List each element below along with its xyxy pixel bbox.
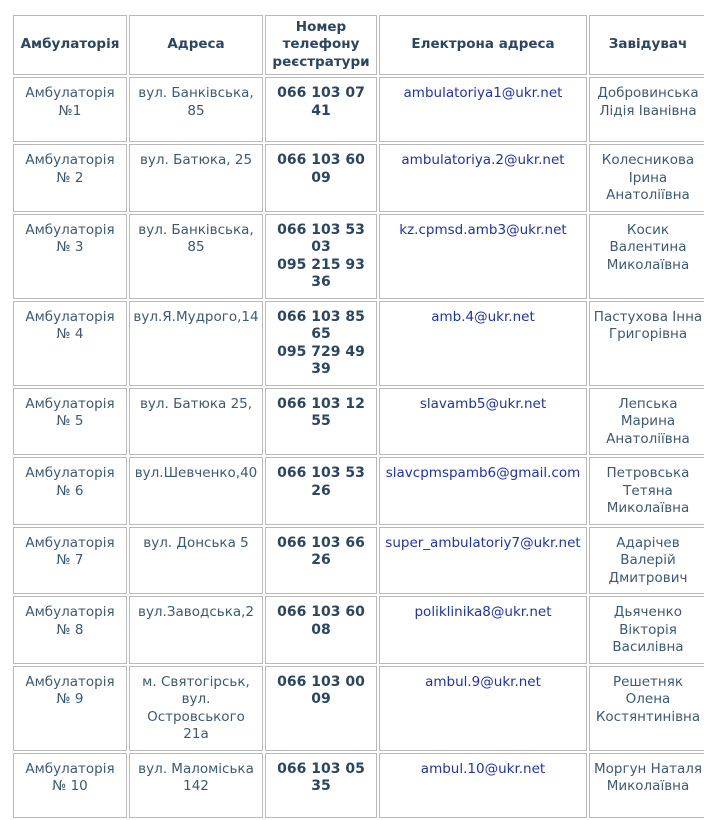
email-cell[interactable]: super_ambulatoriy7@ukr.net [379,527,587,595]
table-row [13,596,704,664]
table-row [13,457,704,525]
phone-cell [265,77,377,142]
phone-number: 066 103 53 26 [277,465,365,499]
table-row [13,301,704,386]
phone-cell [265,666,377,751]
head-cell: Дьяченко Вікторія Василівна [589,596,704,664]
email-cell[interactable]: ambul.10@ukr.net [379,753,587,818]
table-header-row [13,15,704,75]
table-row [13,388,704,456]
clinic-cell: Амбулаторія № 3 [13,214,127,299]
address-cell: вул. Донська 5 [129,527,263,595]
phone-cell [265,144,377,212]
phone-number: 066 103 12 55 [277,395,365,429]
email-cell[interactable]: poliklinika8@ukr.net [379,596,587,664]
address-cell: вул. Банківська, 85 [129,214,263,299]
clinic-cell: Амбулаторія № 8 [13,596,127,664]
email-cell[interactable]: slavamb5@ukr.net [379,388,587,456]
address-cell: вул.Заводська,2 [129,596,263,664]
header-phone: Номер телефону реєстратури [265,15,377,75]
header-address: Адреса [129,15,263,75]
clinic-cell: Амбулаторія № 7 [13,527,127,595]
phone-number: 066 103 00 09 [277,673,365,707]
phone-cell [265,301,377,386]
phone-number: 066 103 66 26 [277,534,365,568]
address-cell: вул. Батюка 25, [129,388,263,456]
phone-number: 066 103 60 09 [277,152,365,186]
clinic-cell: Амбулаторія № 5 [13,388,127,456]
phone-number: 066 103 07 41 [277,85,365,119]
head-cell: Адарічев Валерій Дмитрович [589,527,704,595]
phone-cell [265,753,377,818]
phone-number: 095 215 93 36 [277,256,365,290]
phone-number: 095 729 49 39 [277,343,365,377]
table-row [13,527,704,595]
head-cell: Добровинська Лідія Іванівна [589,77,704,142]
phone-number: 066 103 53 03 [277,221,365,255]
table-row [13,753,704,818]
phone-cell [265,596,377,664]
clinics-table [11,13,704,820]
head-cell: Колесникова Ірина Анатоліївна [589,144,704,212]
phone-cell [265,214,377,299]
clinic-cell: Амбулаторія № 2 [13,144,127,212]
clinic-cell: Амбулаторія № 10 [13,753,127,818]
email-cell[interactable]: ambulatoriya1@ukr.net [379,77,587,142]
email-cell[interactable]: amb.4@ukr.net [379,301,587,386]
address-cell: м. Святогірськ, вул. Островського 21а [129,666,263,751]
address-cell: вул.Я.Мудрого,14 [129,301,263,386]
head-cell: Лепська Марина Анатоліївна [589,388,704,456]
clinic-cell: Амбулаторія № 9 [13,666,127,751]
clinic-cell: Амбулаторія №1 [13,77,127,142]
head-cell: Решетняк Олена Костянтинівна [589,666,704,751]
head-cell: Моргун Наталя Миколаївна [589,753,704,818]
head-cell: Пастухова Інна Григорівна [589,301,704,386]
phone-number: 066 103 60 08 [277,604,365,638]
table-row [13,666,704,751]
address-cell: вул. Маломіська 142 [129,753,263,818]
head-cell: Петровська Тетяна Миколаївна [589,457,704,525]
email-cell[interactable]: kz.cpmsd.amb3@ukr.net [379,214,587,299]
phone-number: 066 103 85 65 [277,308,365,342]
clinic-cell: Амбулаторія № 4 [13,301,127,386]
email-cell[interactable]: ambul.9@ukr.net [379,666,587,751]
table-row [13,77,704,142]
phone-number: 066 103 05 35 [277,760,365,794]
table-row [13,214,704,299]
address-cell: вул. Батюка, 25 [129,144,263,212]
clinic-cell: Амбулаторія № 6 [13,457,127,525]
address-cell: вул. Банківська, 85 [129,77,263,142]
table-row [13,144,704,212]
header-clinic: Амбулаторія [13,15,127,75]
address-cell: вул.Шевченко,40 [129,457,263,525]
email-cell[interactable]: ambulatoriya.2@ukr.net [379,144,587,212]
phone-cell [265,388,377,456]
header-email: Електрона адреса [379,15,587,75]
header-head: Завідувач [589,15,704,75]
phone-cell [265,527,377,595]
head-cell: Косик Валентина Миколаївна [589,214,704,299]
phone-cell [265,457,377,525]
email-cell[interactable]: slavcpmspamb6@gmail.com [379,457,587,525]
